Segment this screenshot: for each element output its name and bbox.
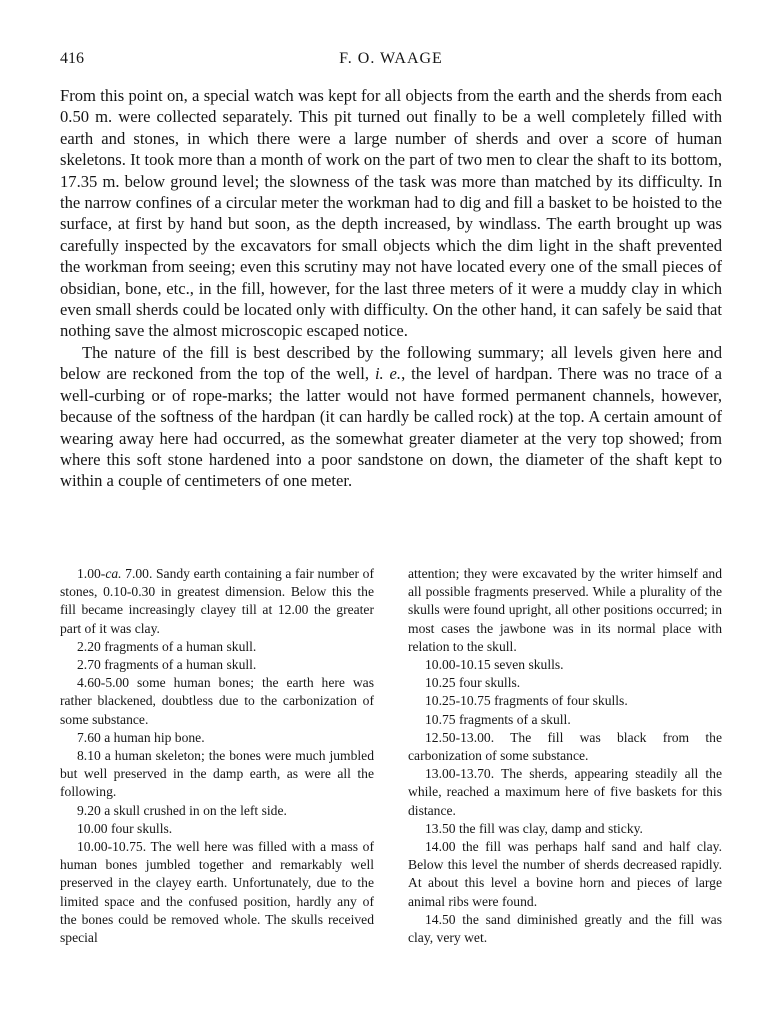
list-item: 9.20 a skull crushed in on the left side. [77, 802, 287, 818]
list-item: 10.00-10.75. The well here was filled with a mass of human bones jumbled together and remarkably well preserved in the clayey earth. Unfortunately, due to the limited space and the confused position, hardly any of the bones could be removed whole. The skulls received special [60, 839, 374, 946]
list-item: 14.50 the sand diminished greatly and the fill was clay, very wet. [408, 911, 722, 946]
page-header [60, 50, 722, 74]
list-item: 1.00-ca. 7.00. Sandy earth containing a fair number of stones, 0.10-0.30 in greatest dimension. Below this the fill became increasingly clayey till at 12.00 the greater part of it was clay. [60, 566, 374, 636]
body-paragraph: From this point on, a special watch was kept for all objects from the earth and the sherds from each 0.50 m. were collected separately. This pit turned out finally to be a well completely filled with earth and stones, in which there were a large number of sherds and over a score of human skeletons. It took more than a month of work on the part of two men to clear the shaft to its bottom, 17.35 m. below ground level; the slowness of the task was more than matched by its difficulty. In the narrow confines of a circular meter the workman had to dig and fill a basket to be hoisted to the surface, at first by hand but soon, as the depth increased, by windlass. The earth brought up was carefully inspected by the excavators for small objects which the dim light in the shaft prevented the workman from seeing; even this scrutiny may not have located every one of the small pieces of obsidian, bone, etc., in the fill, however, for the last three meters of it were a muddy clay in which even small sherds could be located only with difficulty. On the other hand, it can safely be said that nothing save the almost microscopic escaped notice. [60, 86, 722, 341]
list-item: 7.60 a human hip bone. [77, 729, 205, 745]
list-item: 2.70 fragments of a human skull. [77, 657, 257, 673]
body-paragraph: The nature of the fill is best described by the following summary; all levels given here and below are reckoned from the top of the well, i. e., the level of hardpan. There was no trace of a well-curbing or of rope-marks; the latter would not have formed permanent channels, however, because of the softness of the hardpan (it can hardly be called rock) at the top. A certain amount of wearing away here had occurred, as the somewhat greater diameter at the very top showed; from where this soft stone hardened into a poor sandstone on down, the diameter of the shaft kept to within a couple of centimeters of one meter. [60, 342, 723, 491]
list-item: 12.50-13.00. The fill was black from the carbonization of some substance. [408, 729, 722, 764]
list-item: 10.25 four skulls. [425, 675, 521, 691]
list-item: 10.00-10.15 seven skulls. [425, 657, 564, 673]
body-text [60, 85, 722, 492]
list-item: 2.20 fragments of a human skull. [77, 638, 257, 654]
fill-summary-columns [60, 565, 722, 947]
list-item: 4.60-5.00 some human bones; the earth here was rather blackened, doubtless due to the carbonization of some substance. [60, 675, 374, 727]
list-item: 13.50 the fill was clay, damp and sticky. [425, 820, 643, 836]
list-item: 10.00 four skulls. [77, 820, 173, 836]
list-item: 10.25-10.75 fragments of four skulls. [425, 693, 628, 709]
left-column [60, 565, 374, 947]
list-item: 10.75 fragments of a skull. [425, 711, 571, 727]
right-column [408, 565, 722, 947]
page-number: 416 [60, 50, 84, 67]
list-item: 8.10 a human skeleton; the bones were much jumbled but well preserved in the damp earth, as were all the following. [60, 748, 374, 800]
list-item: 13.00-13.70. The sherds, appearing steadily all the while, reached a maximum here of five baskets for this distance. [408, 766, 722, 818]
running-head: F. O. WAAGE [339, 50, 443, 67]
list-item-continuation: attention; they were excavated by the writer himself and all possible fragments preserved. While a plurality of the skulls were found upright, all other positions occurred; in most cases the jawbone was in its normal place with relation to the skull. [408, 566, 722, 654]
list-item: 14.00 the fill was perhaps half sand and half clay. Below this level the number of sherds decreased rapidly. At about this level a bovine horn and pieces of large animal ribs were found. [408, 839, 722, 909]
